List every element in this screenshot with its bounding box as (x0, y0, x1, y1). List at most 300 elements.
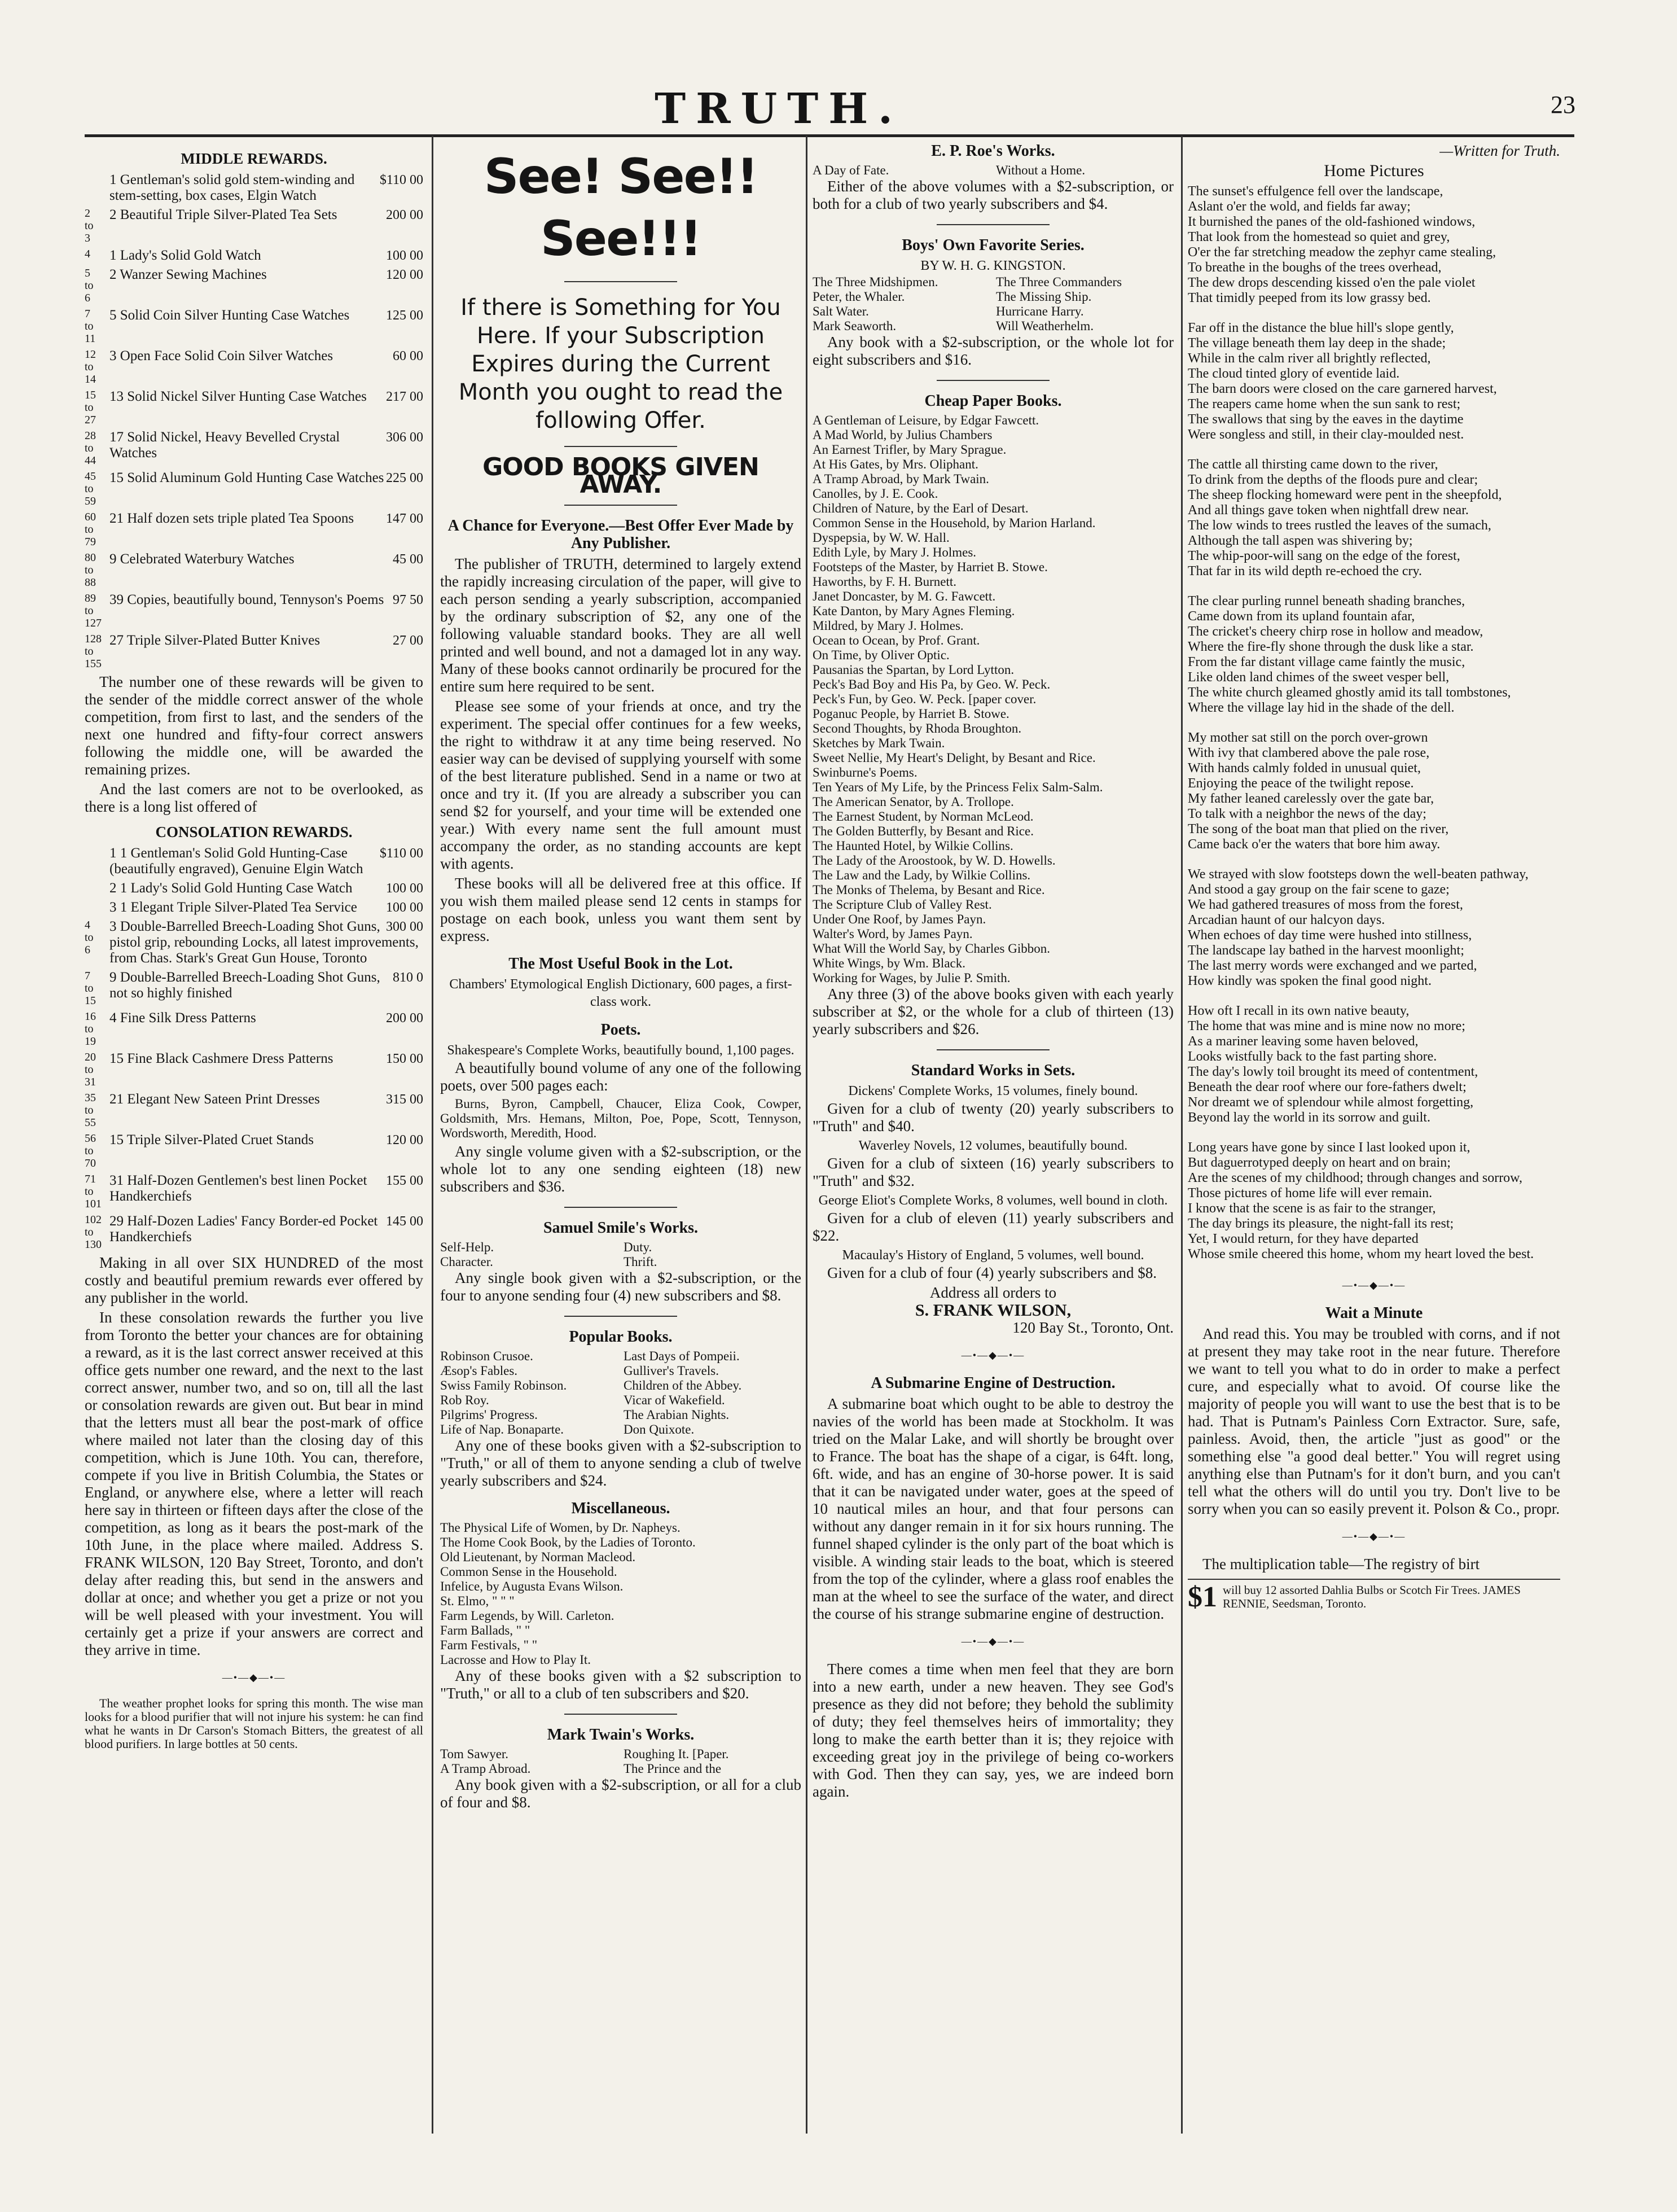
useful-book-heading: The Most Useful Book in the Lot. (508, 955, 733, 973)
book-title: Without a Home. (996, 163, 1086, 177)
cheap-heading: Cheap Paper Books. (924, 392, 1062, 410)
reward-number-bracket: 28 to 44 (85, 430, 96, 467)
poem-line: The dew drops descending kissed o'en the pale violet (1188, 275, 1476, 290)
book-title: Robinson Crusoe. (440, 1349, 533, 1363)
boys-heading: Boys' Own Favorite Series. (902, 236, 1085, 254)
book-title: A Day of Fate. (813, 163, 889, 177)
divider (564, 446, 677, 447)
book-entry: Second Thoughts, by Rhoda Broughton. (813, 721, 1022, 735)
book-entry: Infelice, by Augusta Evans Wilson. (440, 1579, 624, 1593)
poem-line: From the far distant village came faintly the music, (1188, 655, 1465, 669)
column-books (813, 142, 1174, 2129)
poem-line: The clear purling runnel beneath shading branches, (1188, 594, 1465, 608)
book-entry: Sweet Nellie, My Heart's Delight, by Besant and Rice. (813, 751, 1096, 765)
book-title: Salt Water. (813, 304, 869, 318)
reward-price: 120 00 (386, 268, 423, 282)
reward-number-bracket: 5 to 6 (85, 267, 94, 304)
popular-offer: Any one of these books given with a $2-subscription to "Truth," or all of them to anyone sending a club of twelve yearly subscribers and $24. (440, 1437, 801, 1489)
book-title: Thrift. (624, 1255, 657, 1269)
boys-books-grid (813, 275, 1174, 334)
poem-line: The sheep flocking homeward were pent in the sheepfold, (1188, 488, 1502, 502)
address-name: S. FRANK WILSON, (915, 1301, 1072, 1320)
smiles-heading: Samuel Smile's Works. (543, 1219, 699, 1237)
poem-stanza (1188, 184, 1560, 306)
reward-number-bracket: 71 to 101 (85, 1173, 102, 1210)
book-entry: The Haunted Hotel, by Wilkie Collins. (813, 839, 1013, 853)
divider (564, 1714, 677, 1715)
reward-text (109, 389, 423, 405)
reward-row (85, 1173, 423, 1210)
poem-line: I know that the scene is as fair to the stranger, (1188, 1201, 1436, 1216)
reward-number-bracket: 2 to 3 (85, 207, 94, 244)
submarine-text: A submarine boat which ought to be able to destroy the navies of the world has been made at Stockholm. It was tried on the Malar Lake, and will shortly be brought over to France. The boat has the shape of a cigar, is 64ft. long, 6ft. wide, and has an engine of 30-horse power. It is said that it can be navigated under water, goes at the speed of 10 nautical miles an hour, and that four persons can without any danger remain in it for six hours running. The funnel shaped cylinder is the only part of the boat which is visible. A winding stair leads to the boat, which is steered from the top of the cylinder, where a glass roof enables the man at the wheel to see the surface of the water, and direct the course of his strange submarine engine of destruction. (813, 1395, 1174, 1622)
standard-offer: Given for a club of sixteen (16) yearly subscribers to "Truth" and $32. (813, 1155, 1174, 1189)
submarine-heading: A Submarine Engine of Destruction. (871, 1374, 1116, 1392)
book-title: Don Quixote. (624, 1422, 695, 1436)
consolation-paragraph: Making in all over SIX HUNDRED of the most costly and beautiful premium rewards ever offered by any publisher in the world. (85, 1254, 423, 1306)
book-title: The Arabian Nights. (624, 1408, 730, 1422)
reward-text (109, 1132, 423, 1148)
consolation-rewards-list (85, 846, 423, 1251)
poem-line: That far in its wild depth re-echoed the cry. (1188, 564, 1422, 579)
poem-line: Beyond lay the world in its sorrow and guilt. (1188, 1110, 1430, 1125)
reward-text (109, 551, 423, 567)
book-entry: Under One Roof, by James Payn. (813, 912, 986, 926)
reward-text (109, 900, 423, 916)
reward-price: 300 00 (386, 919, 423, 934)
reward-text (109, 1010, 423, 1026)
reward-price: 306 00 (386, 430, 423, 445)
reward-text (109, 592, 423, 608)
book-entry: Footsteps of the Master, by Harriet B. Stowe. (813, 560, 1048, 574)
poem-line: Beneath the dear roof where our fore-fathers dwelt; (1188, 1080, 1467, 1094)
book-entry: The American Senator, by A. Trollope. (813, 795, 1014, 809)
poem-line: And stood a gay group on the fair scene to gaze; (1188, 882, 1450, 897)
reward-number-bracket: 20 to 31 (85, 1051, 96, 1088)
reward-description: 9 Celebrated Waterbury Watches (109, 551, 295, 567)
reward-price: 147 00 (386, 511, 423, 526)
book-title: Roughing It. [Paper. (624, 1747, 729, 1761)
reward-number-bracket: 80 to 88 (85, 551, 96, 589)
book-title: The Three Commanders (996, 275, 1122, 289)
poem-line: The reapers came home when the sun sank to rest; (1188, 397, 1461, 411)
standard-item: Waverley Novels, 12 volumes, beautifully bound. (858, 1138, 1128, 1153)
reward-text (109, 1092, 423, 1107)
poem-stanza (1188, 1140, 1560, 1262)
book-title: Life of Nap. Bonaparte. (440, 1422, 564, 1436)
twain-heading: Mark Twain's Works. (547, 1726, 695, 1744)
advert-text: will buy 12 assorted Dahlia Bulbs or Scotch Fir Trees. JAMES RENNIE, Seedsman, Toronto. (1223, 1583, 1521, 1610)
divider (937, 224, 1050, 225)
reward-number-bracket: 60 to 79 (85, 511, 96, 548)
reward-row (85, 348, 423, 386)
reward-row (85, 430, 423, 467)
book-entry: St. Elmo, " " " (440, 1594, 515, 1608)
roe-heading: E. P. Roe's Works. (931, 142, 1055, 160)
reward-price: 100 00 (386, 881, 423, 896)
reward-price: 45 00 (393, 552, 423, 567)
poem-stanza (1188, 594, 1560, 716)
reward-row (85, 267, 423, 304)
ornament-divider: —•—◆—•— (222, 1672, 286, 1683)
cheap-books-list (813, 413, 1174, 985)
address-street: 120 Bay St., Toronto, Ont. (1012, 1319, 1174, 1336)
book-entry: White Wings, by Wm. Black. (813, 956, 965, 970)
poem-line: O'er the far stretching meadow the zephyr came stealing, (1188, 245, 1496, 260)
book-entry: Edith Lyle, by Mary J. Holmes. (813, 545, 977, 559)
book-title: Character. (440, 1255, 493, 1269)
book-entry: On Time, by Oliver Optic. (813, 648, 950, 662)
reward-description: 3 1 Elegant Triple Silver-Plated Tea Service (109, 900, 357, 915)
book-entry: Walter's Word, by James Payn. (813, 927, 973, 941)
reward-description: 15 Solid Aluminum Gold Hunting Case Watches (109, 470, 384, 485)
poem-line: The day brings its pleasure, the night-fall its rest; (1188, 1216, 1454, 1231)
reward-text (109, 1214, 423, 1245)
standard-item: George Eliot's Complete Works, 8 volumes, well bound in cloth. (818, 1193, 1168, 1208)
book-title: Pilgrims' Progress. (440, 1408, 538, 1422)
reward-row (85, 470, 423, 507)
poem-stanza (1188, 867, 1560, 989)
reward-number-bracket: 12 to 14 (85, 348, 96, 386)
book-title: Vicar of Wakefield. (624, 1393, 725, 1407)
reward-row (85, 881, 423, 896)
poem-line: To talk with a neighbor the news of the day; (1188, 807, 1426, 821)
reward-number-bracket: 7 to 11 (85, 308, 96, 345)
poets-heading: Poets. (600, 1021, 641, 1039)
poem-body (1188, 184, 1560, 1262)
reward-text (109, 919, 423, 966)
reward-row (85, 1092, 423, 1129)
poem-line: The whip-poor-will sang on the edge of the forest, (1188, 549, 1460, 563)
poets-list: Burns, Byron, Campbell, Chaucer, Eliza Cook, Cowper, Goldsmith, Mrs. Hemans, Milton, Poe, Pope, Scott, Tennyson, Wordsworth, Meredith, Hood. (440, 1097, 801, 1140)
poem-line: How oft I recall in its own native beauty, (1188, 1004, 1410, 1018)
poem-line: The song of the boat man that plied on the river, (1188, 822, 1449, 836)
reward-price: 145 00 (386, 1214, 423, 1229)
ornament-divider: —•—◆—•— (961, 1350, 1025, 1361)
reward-text (109, 633, 423, 649)
poem-line: Came down from its upland fountain afar, (1188, 609, 1415, 624)
reward-text (109, 511, 423, 527)
poem-line: Are the scenes of my childhood; through changes and sorrow, (1188, 1171, 1522, 1185)
book-title: Rob Roy. (440, 1393, 489, 1407)
reward-description: 27 Triple Silver-Plated Butter Knives (109, 633, 321, 648)
poem-line: Those pictures of home life will ever remain. (1188, 1186, 1433, 1201)
misc-books-list (440, 1521, 801, 1667)
reward-text (109, 207, 423, 223)
poem-line: Came back o'er the waters that bore him away. (1188, 837, 1441, 852)
column-poem (1188, 142, 1560, 2129)
poem-line: The white church gleamed ghostly amid its tall tombstones, (1188, 685, 1511, 700)
poem-line: We strayed with slow footsteps down the well-beaten pathway, (1188, 867, 1529, 882)
poem-stanza (1188, 321, 1560, 443)
smiles-offer: Any single book given with a $2-subscription, or the four to anyone sending four (4) new subscribers and $8. (440, 1269, 801, 1304)
poem-line: To drink from the depths of the floods pure and clear; (1188, 472, 1478, 487)
poem-line: Looks wistfully back to the fast parting shore. (1188, 1049, 1437, 1064)
book-title: The Missing Ship. (996, 290, 1092, 304)
page-number: 23 (1551, 91, 1575, 119)
book-entry: Children of Nature, by the Earl of Desart. (813, 501, 1029, 515)
book-title: Swiss Family Robinson. (440, 1378, 567, 1392)
poem-line: My mother sat still on the porch over-grown (1188, 730, 1428, 745)
reward-price: 60 00 (393, 349, 423, 363)
poem-line: That timidly peeped from its low grassy bed. (1188, 291, 1431, 305)
reward-price: 225 00 (386, 471, 423, 485)
standard-item: Macaulay's History of England, 5 volumes, well bound. (842, 1248, 1144, 1263)
reward-row (85, 900, 423, 916)
reward-row (85, 846, 423, 877)
standard-offer: Given for a club of twenty (20) yearly subscribers to "Truth" and $40. (813, 1100, 1174, 1135)
poem-line: Long years have gone by since I last looked upon it, (1188, 1140, 1470, 1155)
reward-text (109, 970, 423, 1001)
poem-line: We had gathered treasures of moss from the forest, (1188, 897, 1463, 912)
reward-row (85, 1010, 423, 1048)
see-headline: See! See!! See!!! (484, 148, 758, 267)
reward-text (109, 1173, 423, 1204)
weather-note: The weather prophet looks for spring this month. The wise man looks for a blood purifier that will not injure his system: he can find what he wants in Dr Carson's Stomach Bitters, the greatest of all blood purifiers. In large bottles at 50 cents. (85, 1696, 423, 1751)
reward-description: 21 Half dozen sets triple plated Tea Spoons (109, 511, 354, 526)
reward-price: 120 00 (386, 1133, 423, 1147)
poem-line: Where the fire-fly shone through the dusk like a star. (1188, 639, 1474, 654)
book-entry: The Scripture Club of Valley Rest. (813, 897, 992, 912)
book-entry: Pausanias the Spartan, by Lord Lytton. (813, 663, 1015, 677)
reward-number-bracket: 16 to 19 (85, 1010, 96, 1048)
misc-heading: Miscellaneous. (571, 1500, 670, 1517)
reward-number-bracket: 128 to 155 (85, 633, 102, 670)
poem-line: The landscape lay bathed in the harvest moonlight; (1188, 943, 1464, 958)
reward-text (109, 430, 423, 461)
poem-line: The last merry words were exchanged and we parted, (1188, 958, 1477, 973)
book-title: Children of the Abbey. (624, 1378, 742, 1392)
poem-line: The sunset's effulgence fell over the landscape, (1188, 184, 1443, 199)
reward-price: 150 00 (386, 1052, 423, 1066)
reward-number-bracket: 45 to 59 (85, 470, 96, 507)
reward-row (85, 1214, 423, 1251)
reward-price: 100 00 (386, 900, 423, 915)
book-title: Tom Sawyer. (440, 1747, 509, 1761)
column-rule (806, 135, 807, 2134)
book-entry: Haworths, by F. H. Burnett. (813, 575, 956, 589)
divider (564, 1316, 677, 1317)
reward-number-bracket: 102 to 130 (85, 1214, 102, 1251)
reward-text (109, 267, 423, 283)
poem-line: The barn doors were closed on the care garnered harvest, (1188, 382, 1497, 396)
poem-line: Aslant o'er the wold, and fields far away; (1188, 199, 1411, 214)
reward-text (109, 308, 423, 323)
book-entry: Mildred, by Mary J. Holmes. (813, 619, 964, 633)
cheap-offer: Any three (3) of the above books given with each yearly subscriber at $2, or the whole for a club of thirteen (13) yearly subscribers and $26. (813, 985, 1174, 1037)
book-entry: Kate Danton, by Mary Agnes Fleming. (813, 604, 1015, 618)
poem-line: The day's lowly toil brought its meed of contentment, (1188, 1065, 1478, 1079)
poem-line: The cloud tinted glory of eventide laid. (1188, 366, 1400, 381)
book-entry: Canolles, by J. E. Cook. (813, 487, 938, 501)
reward-row (85, 389, 423, 426)
book-entry: Common Sense in the Household, by Marion Harland. (813, 516, 1096, 530)
reward-row (85, 633, 423, 670)
reward-row (85, 248, 423, 264)
column-rewards (85, 142, 423, 2129)
poem-line: The home that was mine and is mine now no more; (1188, 1019, 1465, 1033)
reward-price: $110 00 (379, 173, 423, 187)
poem-line: My father leaned carelessly over the gate bar, (1188, 791, 1434, 806)
poem-stanza (1188, 730, 1560, 852)
reward-text (109, 248, 423, 264)
book-entry: What Will the World Say, by Charles Gibbon. (813, 941, 1050, 956)
poem-line: When echoes of day time were hushed into stillness, (1188, 928, 1472, 943)
masthead-rule (85, 134, 1574, 137)
reward-text (109, 470, 423, 486)
poem-line: With hands calmly folded in unusual quiet, (1188, 761, 1421, 776)
poem-line: It burnished the panes of the old-fashioned windows, (1188, 214, 1476, 229)
column-rule (1181, 135, 1183, 2134)
reward-price: 100 00 (386, 248, 423, 263)
book-entry: The Home Cook Book, by the Ladies of Toronto. (440, 1535, 696, 1549)
poem-line: Although the tall aspen was shivering by; (1188, 533, 1413, 548)
middle-rewards-paragraph: And the last comers are not to be overlooked, as there is a long list offered of (85, 781, 423, 815)
reward-number-bracket: 4 to 6 (85, 919, 94, 956)
book-title: The Three Midshipmen. (813, 275, 938, 289)
reward-description: 3 Double-Barrelled Breech-Loading Shot Guns, pistol grip, rebounding Locks, all latest improvements, from Chas. Stark's Great Gun House, Toronto (109, 919, 419, 966)
consolation-paragraph: In these consolation rewards the further you live from Toronto the better your chances are for obtaining a reward, as it is the last correct answer received at this office gets number one reward, and the next to the last correct answer, number two, and so on, till all the last or consolation rewards are given out. But bear in mind that the letters must all bear the post-mark of office where mailed not later than the closing day of this competition, which is June 10th. You can, therefore, compete if you live in British Columbia, the States or England, or anywhere else, where a letter will reach here say in thirteen or fifteen days after the close of the competition, as long as it bears the post-mark of the 10th June, in the place where mailed. Address S. FRANK WILSON, 120 Bay Street, Toronto, and don't delay after reading this, but send in the answers and dollar at once; and whether you get a prize or not you will be well pleased with your investment. You will certainly get a prize if your answers are correct and they arrive in time. (85, 1309, 423, 1658)
reward-description: 3 Open Face Solid Coin Silver Watches (109, 348, 333, 363)
book-entry: A Tramp Abroad, by Mark Twain. (813, 472, 989, 486)
reward-number-bracket: 56 to 70 (85, 1132, 96, 1169)
reward-text (109, 881, 423, 896)
book-entry: Old Lieutenant, by Norman Macleod. (440, 1550, 636, 1564)
reward-price: 27 00 (393, 633, 423, 648)
book-entry: Peck's Bad Boy and His Pa, by Geo. W. Peck. (813, 677, 1051, 691)
reward-price: 97 50 (393, 593, 423, 607)
standard-offer: Given for a club of eleven (11) yearly subscribers and $22. (813, 1210, 1174, 1244)
book-title: Duty. (624, 1240, 652, 1254)
poem-line: How kindly was spoken the final good night. (1188, 974, 1432, 988)
reward-description: 2 Wanzer Sewing Machines (109, 267, 267, 282)
poem-line: Whose smile cheered this home, whom my heart loved the best. (1188, 1247, 1534, 1262)
good-books-headline: GOOD BOOKS GIVEN AWAY. (482, 453, 759, 499)
poem-line: The cattle all thirsting came down to the river, (1188, 457, 1438, 472)
reward-row (85, 919, 423, 966)
reward-number-bracket: 35 to 55 (85, 1092, 96, 1129)
reward-price: $110 00 (379, 846, 423, 861)
lead-text: If there is Something for You Here. If your Subscription Expires during the Current Month you ought to read the following Offer. (458, 295, 783, 433)
poem-stanza (1188, 1004, 1560, 1125)
offer-paragraph: Please see some of your friends at once, and try the experiment. The special offer continues for a few weeks, the right to withdraw it at any time being reserved. No easier way can be devised of supplying yourself with some of the best literature published. Send in a name or two at once and try it. (If you are already a subscriber you can send $2 for yourself, and your time will be extended one year.) With every name sent the full amount must accompany the order, as no standing accounts are kept with agents. (440, 698, 801, 872)
reward-description: 39 Copies, beautifully bound, Tennyson's Poems (109, 592, 384, 607)
book-entry: An Earnest Trifler, by Mary Sprague. (813, 443, 1007, 457)
roe-offer: Either of the above volumes with a $2-subscription, or both for a club of two yearly subscribers and $4. (813, 178, 1174, 212)
heaven-text: There comes a time when men feel that they are born into a new earth, under a new heaven. They see God's presence as they did not before; they behold the sublimity of duty; they feel themselves heirs of immortality; they long to make the earth better than it is; they rejoice with exceeding great joy in the privilege of being co-workers with God. Then they can say, yes, we are indeed born again. (813, 1661, 1174, 1800)
chance-heading: A Chance for Everyone.—Best Offer Ever Made by Any Publisher. (447, 517, 794, 552)
reward-row (85, 970, 423, 1007)
offer-paragraph: The publisher of TRUTH, determined to largely extend the rapidly increasing circulation of the paper, will give to each person sending a yearly subscription, accompanied by the ordinary subscription of $2, any one of the following valuable standard books. They are all well printed and well bound, and not a damaged lot in any way. Many of these books cannot ordinarily be procured for the entire sum here required to be sent. (440, 555, 801, 695)
twain-offer: Any book given with a $2-subscription, or all for a club of four and $8. (440, 1776, 801, 1811)
standard-heading: Standard Works in Sets. (911, 1062, 1075, 1079)
poem-line: While in the calm river all brightly reflected, (1188, 351, 1431, 366)
smiles-books-grid (440, 1240, 801, 1269)
reward-description: 4 Fine Silk Dress Patterns (109, 1010, 256, 1026)
reward-description: 31 Half-Dozen Gentlemen's best linen Pocket Handkerchiefs (109, 1173, 367, 1204)
poets-text: A beautifully bound volume of any one of the following poets, over 500 pages each: (440, 1059, 801, 1094)
book-entry: Ten Years of My Life, by the Princess Felix Salm-Salm. (813, 780, 1103, 794)
poem-line: Were songless and still, in their clay-moulded nest. (1188, 427, 1464, 442)
book-title: Self-Help. (440, 1240, 494, 1254)
poem-line: The cricket's cheery chirp rose in hollow and meadow, (1188, 624, 1483, 639)
reward-description: 15 Fine Black Cashmere Dress Patterns (109, 1051, 333, 1066)
book-entry: Farm Festivals, " " (440, 1638, 538, 1652)
advert-price: $1 (1188, 1580, 1217, 1613)
book-entry: The Earnest Student, by Norman McLeod. (813, 809, 1034, 824)
reward-text (109, 1051, 423, 1067)
poem-line: Arcadian haunt of our halcyon days. (1188, 913, 1385, 927)
reward-price: 155 00 (386, 1173, 423, 1188)
poem-line: And all things gave token when nightfall drew near. (1188, 503, 1469, 518)
wait-text: And read this. You may be troubled with corns, and if not at present they may take root in the near future. Therefore we want to tell you what to do in order to make a perfect cure, and especially what to avoid. Of course like the majority of people you will want to use the best that is to be had. That is Putnam's Painless Corn Extractor. Sure, safe, painless. Avoid, then, the article "just as good" or the something else "a good deal better." You will regret using anything else than Putnam's for it don't burn, and you can't tell what the others will do until you try. Don't live to be sorry when you can so easily prevent it. Polson & Co., propr. (1188, 1325, 1560, 1517)
book-entry: Common Sense in the Household. (440, 1565, 617, 1579)
column-rule (432, 135, 433, 2134)
book-entry: Sketches by Mark Twain. (813, 736, 945, 750)
reward-number-bracket: 4 (85, 248, 90, 260)
reward-price: 217 00 (386, 389, 423, 404)
poem-line: To breathe in the boughs of the trees overhead, (1188, 260, 1442, 275)
book-title: A Tramp Abroad. (440, 1762, 531, 1776)
reward-description: 5 Solid Coin Silver Hunting Case Watches (109, 308, 350, 323)
boys-author: BY W. H. G. KINGSTON. (920, 259, 1066, 273)
poets-offer: Any single volume given with a $2-subscription, or the whole lot to any one sending eighteen (18) new subscribers and $36. (440, 1143, 801, 1195)
poem-line: Enjoying the peace of the twilight repose. (1188, 776, 1414, 791)
reward-row (85, 308, 423, 345)
poem-line: With ivy that clambered above the pale rose, (1188, 746, 1430, 760)
book-entry: A Mad World, by Julius Chambers (813, 428, 993, 442)
column-offer (440, 142, 801, 2129)
poem-line: But daguerrotyped deeply on heart and on brain; (1188, 1155, 1451, 1170)
poem-line: Yet, I would return, for they have departed (1188, 1232, 1419, 1246)
reward-row (85, 1051, 423, 1088)
poem-line: The low winds to trees rustled the leaves of the sumach, (1188, 518, 1491, 533)
seed-advert (1188, 1579, 1560, 1613)
ornament-divider: —•—◆—•— (961, 1636, 1025, 1647)
book-title: Æsop's Fables. (440, 1364, 518, 1378)
poem-line: Nor dreamt we of splendour while almost forgetting, (1188, 1095, 1474, 1110)
address-line: Address all orders to (929, 1284, 1057, 1301)
reward-text (109, 172, 423, 204)
book-entry: Farm Ballads, " " (440, 1623, 530, 1637)
divider (564, 505, 677, 506)
standard-offer: Given for a club of four (4) yearly subscribers and $8. (827, 1264, 1157, 1281)
book-entry: Dyspepsia, by W. W. Hall. (813, 531, 950, 545)
reward-text (109, 846, 423, 877)
consolation-rewards-heading: CONSOLATION REWARDS. (155, 824, 353, 840)
reward-price: 315 00 (386, 1092, 423, 1107)
poem-line: The swallows that sing by the eaves in the daytime (1188, 412, 1464, 427)
book-entry: The Lady of the Aroostook, by W. D. Howells. (813, 853, 1056, 868)
middle-rewards-heading: MIDDLE REWARDS. (181, 150, 327, 167)
misc-offer: Any of these books given with a $2 subscription to "Truth," or all to a club of ten subscribers and $20. (440, 1667, 801, 1702)
book-title: Hurricane Harry. (996, 304, 1084, 318)
divider (564, 281, 677, 282)
divider (564, 1207, 677, 1208)
poem-title: Home Pictures (1324, 161, 1424, 180)
reward-description: 15 Triple Silver-Plated Cruet Stands (109, 1132, 314, 1147)
reward-row (85, 551, 423, 589)
reward-description: 1 Lady's Solid Gold Watch (109, 248, 261, 263)
book-entry: Poganuc People, by Harriet B. Stowe. (813, 707, 1009, 721)
reward-description: 1 1 Gentleman's Solid Gold Hunting-Case (beautifully engraved), Genuine Elgin Watch (109, 846, 363, 877)
book-entry: Farm Legends, by Will. Carleton. (440, 1609, 614, 1623)
book-entry: Peck's Fun, by Geo. W. Peck. [paper cover. (813, 692, 1037, 706)
poem-line: Where the village lay hid in the shade of the dell. (1188, 700, 1455, 715)
reward-number-bracket: 15 to 27 (85, 389, 96, 426)
reward-price: 200 00 (386, 1011, 423, 1026)
reward-text (109, 348, 423, 364)
